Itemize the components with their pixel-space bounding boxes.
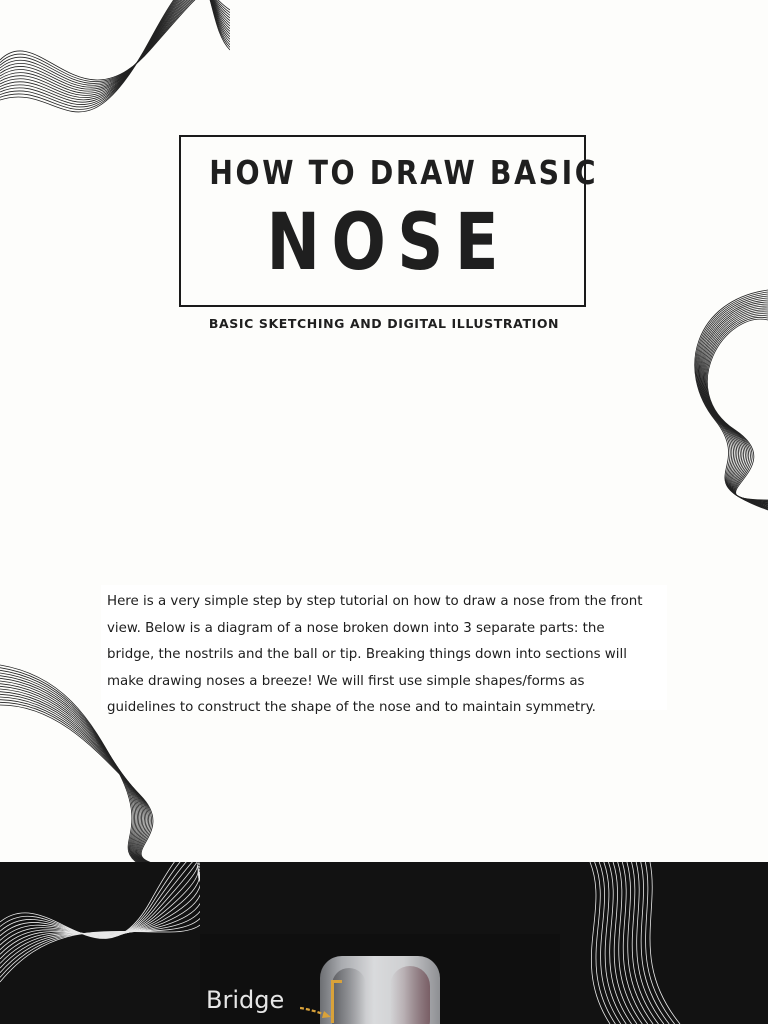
pointer-arrow-icon [300,1002,334,1020]
intro-line: view. Below is a diagram of a nose broken down into 3 separate parts: the [107,620,605,636]
intro-line: guidelines to construct the shape of the nose and to maintain symmetry. [107,700,596,716]
bridge-label: Bridge [206,986,285,1014]
wave-line-art-icon [580,862,768,1024]
intro-line: make drawing noses a breeze! We will first use simple shapes/forms as [107,673,585,689]
dark-band [0,862,768,1024]
title-line-1: HOW TO DRAW BASIC [209,153,599,192]
intro-line: bridge, the nostrils and the ball or tip. Breaking things down into sections will [107,647,627,663]
nose-diagram [200,934,560,1024]
subtitle: BASIC SKETCHING AND DIGITAL ILLUSTRATION [208,316,560,331]
title-frame [179,135,599,307]
intro-line: Here is a very simple step by step tutorial on how to draw a nose from the front [107,594,643,609]
title-line-2: NOSE [266,198,511,288]
intro-text-block [101,585,667,716]
wave-line-art-icon [0,862,200,1024]
